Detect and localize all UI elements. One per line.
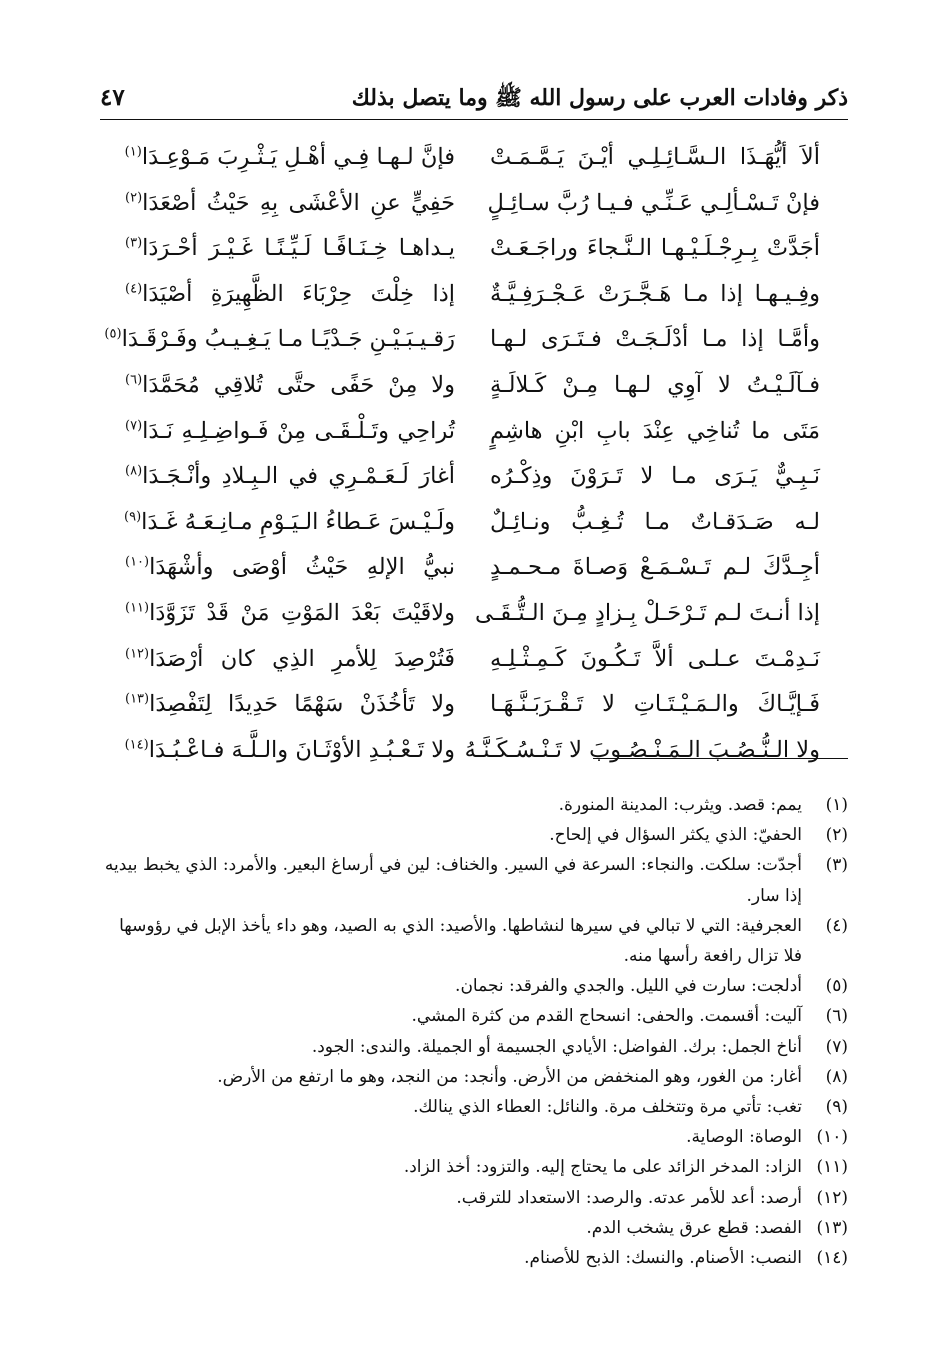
footnote — [102, 911, 848, 971]
verse — [125, 412, 820, 458]
verse-first-hemistich: لـه صَـدَقـاتٌ مـا تُـغِـبُّ ونـائِـلٌ — [490, 508, 820, 535]
verse-second-hemistich — [125, 412, 455, 450]
page-number: ٤٧ — [100, 84, 125, 111]
footnote-text: الفصد: قطع عرق يشخب الدم. — [586, 1217, 802, 1238]
footnote-number: (٤) — [825, 915, 848, 936]
verse — [125, 731, 820, 777]
verse-first-hemistich: أجَدَّتْ بِـرِجْـلَـيْـهـا الـنَّـجاءَ وراجَـعَـتْ — [490, 235, 820, 262]
verse — [125, 685, 820, 731]
footnote-marker: (١٠) — [125, 554, 150, 570]
footnote-number: (٧) — [825, 1036, 848, 1057]
hemistich-text: أغارَ لَـعَـمْـرِي في الـبِـلادِ وأنْـجَـدَا — [142, 463, 455, 490]
verse-first-hemistich: فإنْ تَـسْـألِـي عَـنِّـي فـيـا رُبَّ سـائِـلٍ — [487, 189, 820, 216]
footnote — [102, 1152, 848, 1182]
footnote-marker: (٦) — [125, 372, 143, 388]
chapter-title: ذكر وفادات العرب على رسول الله ﷺ وما يتصل بذلك — [351, 85, 848, 111]
hemistich-text: ولا تَـعْـبُـدِ الأوْثَـانَ والـلَّـهَ فـاعْـبُـدَا — [148, 736, 455, 763]
footnote-text: يمم: قصد. ويثرب: المدينة المنورة. — [558, 795, 802, 815]
running-header — [100, 80, 848, 120]
verse-second-hemistich — [125, 731, 455, 769]
verse — [125, 138, 820, 184]
verse — [125, 366, 820, 412]
hemistich-text: نبيُّ الإلهِ حَيْثُ أوْصَى وأشْهَدَا — [149, 554, 455, 581]
footnote-text: النصب: الأصنام. والنسك: الذبح للأصنام. — [524, 1248, 802, 1269]
hemistich-text: تُراحِي وتَـلْـقَـى مِنْ فَـواضِـلِـهِ نَـدَا — [142, 417, 455, 444]
verse-second-hemistich — [125, 184, 455, 222]
verse-second-hemistich — [125, 685, 455, 723]
footnote — [102, 971, 848, 1001]
hemistich-text: يـداهـا خِـنَـافًـا لَـيِّـنًـا غَـيْـرَ أحْـرَدَا — [142, 235, 455, 262]
footnote-number: (١) — [825, 795, 848, 815]
verse-first-hemistich: ولا الـنُّـصُـبَ الـمَـنْـصُـوبَ لا تَـنْـسُـكَـنَّـهُ — [464, 736, 820, 763]
verse-second-hemistich — [125, 503, 455, 541]
footnote — [102, 1122, 848, 1152]
footnote-separator — [593, 758, 848, 759]
footnote — [102, 1001, 848, 1031]
footnote-marker: (٤) — [125, 281, 143, 297]
footnote-marker: (٩) — [124, 509, 142, 525]
footnote-marker: (١٤) — [124, 737, 149, 753]
footnote — [102, 790, 848, 820]
footnote-number: (١٣) — [816, 1217, 848, 1238]
verse — [125, 457, 820, 503]
footnote — [102, 1183, 848, 1213]
footnote-text: آليت: أقسمت. والحفى: انسحاج القدم من كثرة المشي. — [411, 1006, 802, 1027]
footnote-number: (٣) — [825, 855, 848, 876]
footnote-marker: (٥) — [104, 326, 122, 342]
footnote-text: تغب: تأتي مرة وتتخلف مرة. والنائل: العطاء الذي ينالك. — [413, 1097, 802, 1118]
footnote — [102, 1032, 848, 1062]
footnote-text: العجرفية: التي لا تبالي في سيرها لنشاطها. والأصيد: الذي به الصيد، وهو داء يأخذ الإبل في رؤوسها فلا تزال رافعة رأسها منه. — [119, 915, 802, 967]
verse — [125, 229, 820, 275]
footnote-marker: (٢) — [125, 190, 143, 206]
footnote-text: الزاد: المدخر الزائد على ما يحتاج إليه. والتزود: أخذ الزاد. — [403, 1157, 802, 1178]
footnote-text: الوصاة: الوصاية. — [686, 1127, 802, 1148]
hemistich-text: فَتُرْصِدَ لِلأمرِ الذِي كان أرْصَدَا — [149, 645, 455, 672]
verse-first-hemistich: فـآلَـيْـتُ لا آوِي لـهـا مِـنْ كَـلالَـةٍ — [490, 371, 820, 398]
footnote-text: أغار: من الغور، وهو المنخفض من الأرض. وأنجد: من النجد، وهو ما ارتفع من الأرض. — [217, 1066, 802, 1087]
verse-second-hemistich — [104, 320, 455, 358]
footnote-text: أرصد: أعد للأمر عدته. والرصد: الاستعداد للترقب. — [456, 1187, 802, 1208]
header-rule — [100, 119, 848, 120]
footnote-number: (٥) — [825, 976, 848, 997]
verse — [125, 503, 820, 549]
footnote-text: أجدّت: سلكت. والنجاء: السرعة في السير. والخناف: لين في أرساغ البعير. والأمرد: الذي يخبط بيديه إذا سار. — [104, 855, 802, 906]
verse-second-hemistich — [125, 640, 455, 678]
hemistich-text: ولاقَيْتَ بَعْدَ المَوْتِ مَنْ قَدْ تَزَوَّدَا — [149, 599, 455, 626]
footnote — [102, 1092, 848, 1122]
verse-first-hemistich: نَـبِـيٌّ يَـرَى مـا لا تَـرَوْنَ وذِكْـرُه — [490, 463, 820, 490]
hemistich-text: ولَـيْـسَ عَـطاءُ الـيَـوْمِ مـانِـعَـهُ غَـدَا — [141, 508, 455, 535]
footnote-marker: (١٢) — [125, 646, 150, 662]
verse — [104, 320, 820, 366]
footnote-number: (٢) — [825, 825, 848, 846]
footnote — [102, 1062, 848, 1092]
hemistich-text: حَفِيٍّ عنِ الأعْشَى بِهِ حَيْثُ أصْعَدَا — [142, 189, 455, 216]
footnote-marker: (٣) — [125, 235, 143, 251]
footnote-marker: (١١) — [125, 600, 150, 616]
footnote-text: أدلجت: سارت في الليل. والجدي والفرقد: نجمان. — [455, 976, 802, 997]
footnote — [102, 820, 848, 850]
footnote-number: (١١) — [816, 1157, 848, 1178]
footnote-number: (٨) — [825, 1066, 848, 1087]
verse-first-hemistich: وأمَّـا إذا مـا أدْلَـجَـتْ فـتَـرَى لـهـا — [490, 326, 820, 353]
verse-first-hemistich: إذا أنـتَ لـم تَـرْحَـلْ بِـزادٍ مِـنَ الـتُّـقَـى — [475, 599, 820, 626]
hemistich-text: ولا تَأخُذَنْ سَهْمًا حَدِيدًا لِتَفْصِدَا — [149, 691, 455, 718]
verse-first-hemistich: ألاَ أيُّهَـذَا الـسَّـائِـلِـي أيْـنَ يَـمَّـمَـتْ — [490, 144, 820, 170]
verse-first-hemistich: فَـإيَّـاكَ والـمَـيْـتَـاتِ لا تَـقْـرَبَـنَّـهَـا — [490, 691, 820, 718]
verse — [125, 184, 820, 230]
verse — [125, 640, 820, 686]
footnote-number: (١٢) — [816, 1187, 848, 1208]
footnote-number: (٦) — [825, 1006, 848, 1027]
verse-second-hemistich — [125, 457, 455, 495]
footnote-marker: (٨) — [125, 463, 143, 479]
footnotes — [102, 790, 848, 1273]
verse — [125, 548, 820, 594]
footnote-text: الحفيّ: الذي يكثر السؤال في إلحاح. — [549, 825, 802, 846]
footnote-text: أناخ الجمل: برك. الفواضل: الأيادي الجسيمة أو الجميلة. والندى: الجود. — [311, 1036, 802, 1057]
hemistich-text: رَقـيـبَـيْـنِ جَـدْيًـا مـا يَـغِـيـبُ وفَـرْقَـدَا — [121, 326, 455, 353]
verse-second-hemistich — [125, 594, 455, 632]
footnote — [102, 850, 848, 910]
footnote-marker: (١) — [124, 144, 142, 160]
verse-second-hemistich — [125, 275, 455, 313]
footnote-marker: (٧) — [125, 418, 143, 434]
verse-first-hemistich: نَـدِمْـتَ عـلـى ألاَّ تَـكُـونَ كَـمِـثْـلِـهِ — [490, 645, 820, 672]
hemistich-text: إذا خِلْتَ حِرْبَاءَ الظَّهِيرَةِ أصْيَدَا — [142, 280, 455, 307]
footnote-number: (١٤) — [816, 1248, 848, 1269]
footnote-number: (٩) — [825, 1097, 848, 1118]
footnote-marker: (١٣) — [125, 691, 150, 707]
verse-second-hemistich — [125, 229, 455, 267]
footnote-number: (١٠) — [816, 1127, 848, 1148]
verse-first-hemistich: وفِـيـهـا إذا مـا هَـجَّـرَتْ عَـجْـرَفِـيَّـةٌ — [490, 280, 820, 307]
footnote — [102, 1243, 848, 1273]
verse — [125, 275, 820, 321]
verse-first-hemistich: أجِـدَّكَ لـم تَـسْـمَـعْ وَصـاةَ مـحـمـدٍ — [490, 554, 820, 581]
hemistich-text: ولا مِنْ حَفًى حتَّى تُلاقِي مُحَمَّدَا — [142, 371, 455, 398]
hemistich-text: فإنَّ لـهـا فِـي أهْـلِ يَـثْـرِبَ مَـوْعِـدَا — [141, 144, 455, 170]
verse-second-hemistich — [125, 138, 455, 176]
verse-second-hemistich — [125, 548, 455, 586]
verse-first-hemistich: مَتَى ما تُناخِي عِنْدَ بابِ ابْنِ هاشِمٍ — [490, 417, 820, 444]
poem — [104, 138, 820, 776]
footnote — [102, 1213, 848, 1243]
verse — [125, 594, 820, 640]
verse-second-hemistich — [125, 366, 455, 404]
